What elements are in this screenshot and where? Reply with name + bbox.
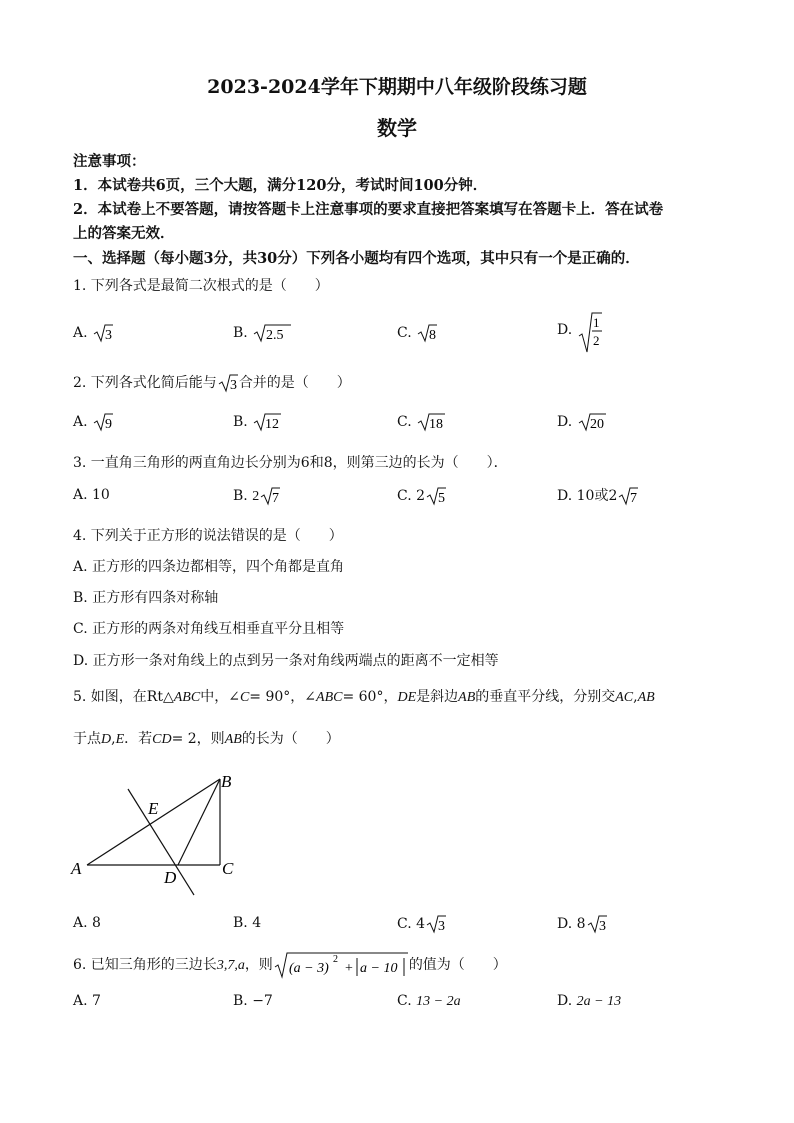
q5-text: = 90°，∠ <box>249 689 317 705</box>
q1-option-c-label: C. <box>397 325 412 341</box>
q6-stem-pre: 6. 已知三角形的三边长 <box>73 957 217 973</box>
q5-text: , <box>633 689 638 705</box>
notice-item-2-line-1: 2．本试卷上不要答题，请按答题卡上注意事项的要求直接把答案填写在答题卡上．答在试卷 <box>73 201 664 218</box>
q4-option-c: C. 正方形的两条对角线互相垂直平分且相等 <box>73 621 345 637</box>
label-c: C <box>222 859 234 878</box>
exam-title: 2023-2024学年下期期中八年级阶段练习题 <box>207 76 587 98</box>
q5-option-c-radical <box>425 913 447 935</box>
q6-option-c-label: C. <box>397 993 412 1009</box>
q1-option-c-radical <box>416 322 438 344</box>
q2-option-a-radical <box>92 411 114 433</box>
q6-option-b: B. −7 <box>233 993 273 1009</box>
q5-text: 的垂直平分线，分别交 <box>475 689 616 705</box>
q4-stem: 4. 下列关于正方形的说法错误的是（ ） <box>73 528 343 544</box>
q2-stem-post: 合并的是（ ） <box>238 375 351 391</box>
q5-d-radicand: 3 <box>598 919 606 934</box>
q1-d-denominator: 2 <box>592 333 600 348</box>
q3-option-d-text: D. 10或 <box>557 488 609 504</box>
q6-abs-term: a − 10 <box>359 961 398 976</box>
q2-option-d-label: D. <box>557 414 573 430</box>
q2-stem <box>73 372 351 394</box>
q6-option-c <box>397 993 461 1010</box>
section-1-heading: 一、选择题（每小题3分，共30分）下列各小题均有四个选项，其中只有一个是正确的． <box>73 250 640 267</box>
q1-option-a-radical <box>92 322 114 344</box>
q2-option-c-label: C. <box>397 414 412 430</box>
q2-option-a <box>73 411 114 433</box>
q5-option-d-radical <box>586 913 608 935</box>
q1-stem: 1. 下列各式是最简二次根式的是（ ） <box>73 278 329 294</box>
q5-math-e: E <box>115 732 125 747</box>
q3-option-d-radical <box>617 485 639 507</box>
q5-text: = 2，则 <box>171 731 225 747</box>
q3-option-b <box>233 485 281 507</box>
q5-option-b: B. 4 <box>233 915 262 931</box>
q1-option-b <box>233 322 292 344</box>
q6-plus: + <box>344 961 353 976</box>
q1-d-numerator: 1 <box>592 315 600 330</box>
q5-c-radicand: 3 <box>438 919 446 934</box>
q3-d-radicand: 7 <box>630 491 638 506</box>
q3-option-b-label: B. <box>233 488 248 504</box>
q1-option-a <box>73 322 114 344</box>
q2-option-c <box>397 411 446 433</box>
q3-b-coefficient: 2 <box>252 489 260 504</box>
q5-math-c: C <box>239 690 250 705</box>
q4-option-a: A. 正方形的四条边都相等，四个角都是直角 <box>73 559 345 575</box>
q5-math-ab: AB <box>458 690 476 705</box>
q3-option-c-radical <box>425 485 447 507</box>
q3-d-coefficient: 2 <box>608 488 618 504</box>
q5-option-c-label: C. <box>397 916 412 932</box>
q6-exponent: 2 <box>332 954 338 965</box>
q5-math-abc: ABC <box>173 690 201 705</box>
q5-d-coefficient: 8 <box>576 916 586 932</box>
q1-c-value: 8 <box>429 328 437 343</box>
q6-option-d <box>557 993 621 1010</box>
q5-text: = 60°， <box>342 689 398 705</box>
q1-option-d-label: D. <box>557 322 573 338</box>
q5-text: , <box>111 731 116 747</box>
q5-stem-line-1 <box>73 686 655 706</box>
q3-option-c-label: C. <box>397 488 412 504</box>
q3-stem: 3. 一直角三角形的两直角边长分别为6和8，则第三边的长为（ ）． <box>73 455 508 471</box>
q6-d-value: 2a − 13 <box>576 994 622 1009</box>
q5-math-cd: CD <box>152 732 172 747</box>
notice-item-1: 1．本试卷共6页，三个大题，满分120分，考试时间100分钟． <box>73 177 488 194</box>
q1-option-d <box>557 310 603 354</box>
q5-option-a: A. 8 <box>73 915 101 931</box>
q2-option-b <box>233 411 282 433</box>
q5-text: ．若 <box>124 731 153 747</box>
notice-heading: 注意事项： <box>73 153 146 170</box>
q2-option-b-label: B. <box>233 414 248 430</box>
q2-option-a-label: A. <box>73 414 88 430</box>
q2-d-value: 20 <box>589 417 604 432</box>
q5-math-d: D <box>101 732 112 747</box>
q5-text: 中，∠ <box>200 689 240 705</box>
q4-option-d: D. 正方形一条对角线上的点到另一条对角线两端点的距离不一定相等 <box>73 653 499 669</box>
q3-option-b-radical <box>259 485 281 507</box>
q5-text: 的长为（ ） <box>241 731 340 747</box>
segment-ab <box>87 779 220 865</box>
q5-math-ab: AB <box>637 690 655 705</box>
q3-option-a: A. 10 <box>73 487 110 503</box>
q3-option-d <box>557 485 639 507</box>
q2-stem-pre: 2. 下列各式化简后能与 <box>73 375 217 391</box>
q5-text: 于点 <box>73 731 101 747</box>
q5-math-abc: ABC <box>316 690 343 705</box>
q5-triangle-figure <box>66 768 246 898</box>
q5-math-ab: AB <box>224 732 242 747</box>
q5-stem-line-2 <box>73 728 340 748</box>
q3-b-radicand: 7 <box>272 491 280 506</box>
q2-stem-radicand: 3 <box>229 378 237 393</box>
q1-option-b-radical <box>252 322 292 344</box>
q6-option-d-label: D. <box>557 993 573 1009</box>
q6-squared-term: (a − 3) <box>288 961 329 976</box>
q2-option-d <box>557 411 607 433</box>
label-e: E <box>148 799 159 818</box>
q1-option-a-label: A. <box>73 325 88 341</box>
q1-a-value: 3 <box>105 328 113 343</box>
label-b: B <box>221 772 232 791</box>
q3-option-c <box>397 485 447 507</box>
q6-stem <box>73 951 507 979</box>
q1-option-c <box>397 322 438 344</box>
q6-stem-post: 的值为（ ） <box>408 957 507 973</box>
q6-c-value: 13 − 2a <box>416 994 461 1009</box>
q5-c-coefficient: 4 <box>416 916 426 932</box>
q1-b-value: 2.5 <box>266 328 284 343</box>
q4-option-b: B. 正方形有四条对称轴 <box>73 590 219 606</box>
subject-title: 数学 <box>377 116 417 140</box>
q6-option-a: A. 7 <box>73 993 101 1009</box>
q2-option-c-radical <box>416 411 446 433</box>
q6-stem-comma: ，则 <box>244 957 273 973</box>
q2-stem-radical <box>217 372 239 394</box>
q5-math-de: DE <box>397 690 417 705</box>
q5-option-c <box>397 913 447 935</box>
q5-option-d <box>557 913 608 935</box>
q1-option-d-radical <box>577 310 603 354</box>
q6-expression <box>273 951 409 979</box>
q2-option-d-radical <box>577 411 607 433</box>
perpendicular-bisector-de <box>128 789 194 895</box>
q3-c-coefficient: 2 <box>416 488 426 504</box>
q5-text: 是斜边 <box>416 689 459 705</box>
q5-math-ac: AC <box>615 690 634 705</box>
q5-option-d-label: D. <box>557 916 573 932</box>
q5-text: 5. 如图，在Rt△ <box>73 689 174 705</box>
q6-sides: 3,7,a <box>216 958 245 973</box>
label-d: D <box>164 868 177 887</box>
q2-a-value: 9 <box>105 417 113 432</box>
q3-c-radicand: 5 <box>438 491 446 506</box>
q2-c-value: 18 <box>429 417 444 432</box>
q2-b-value: 12 <box>265 417 280 432</box>
q2-option-b-radical <box>252 411 282 433</box>
notice-item-2-line-2: 上的答案无效． <box>73 225 175 242</box>
label-a: A <box>71 859 82 878</box>
q1-option-b-label: B. <box>233 325 248 341</box>
